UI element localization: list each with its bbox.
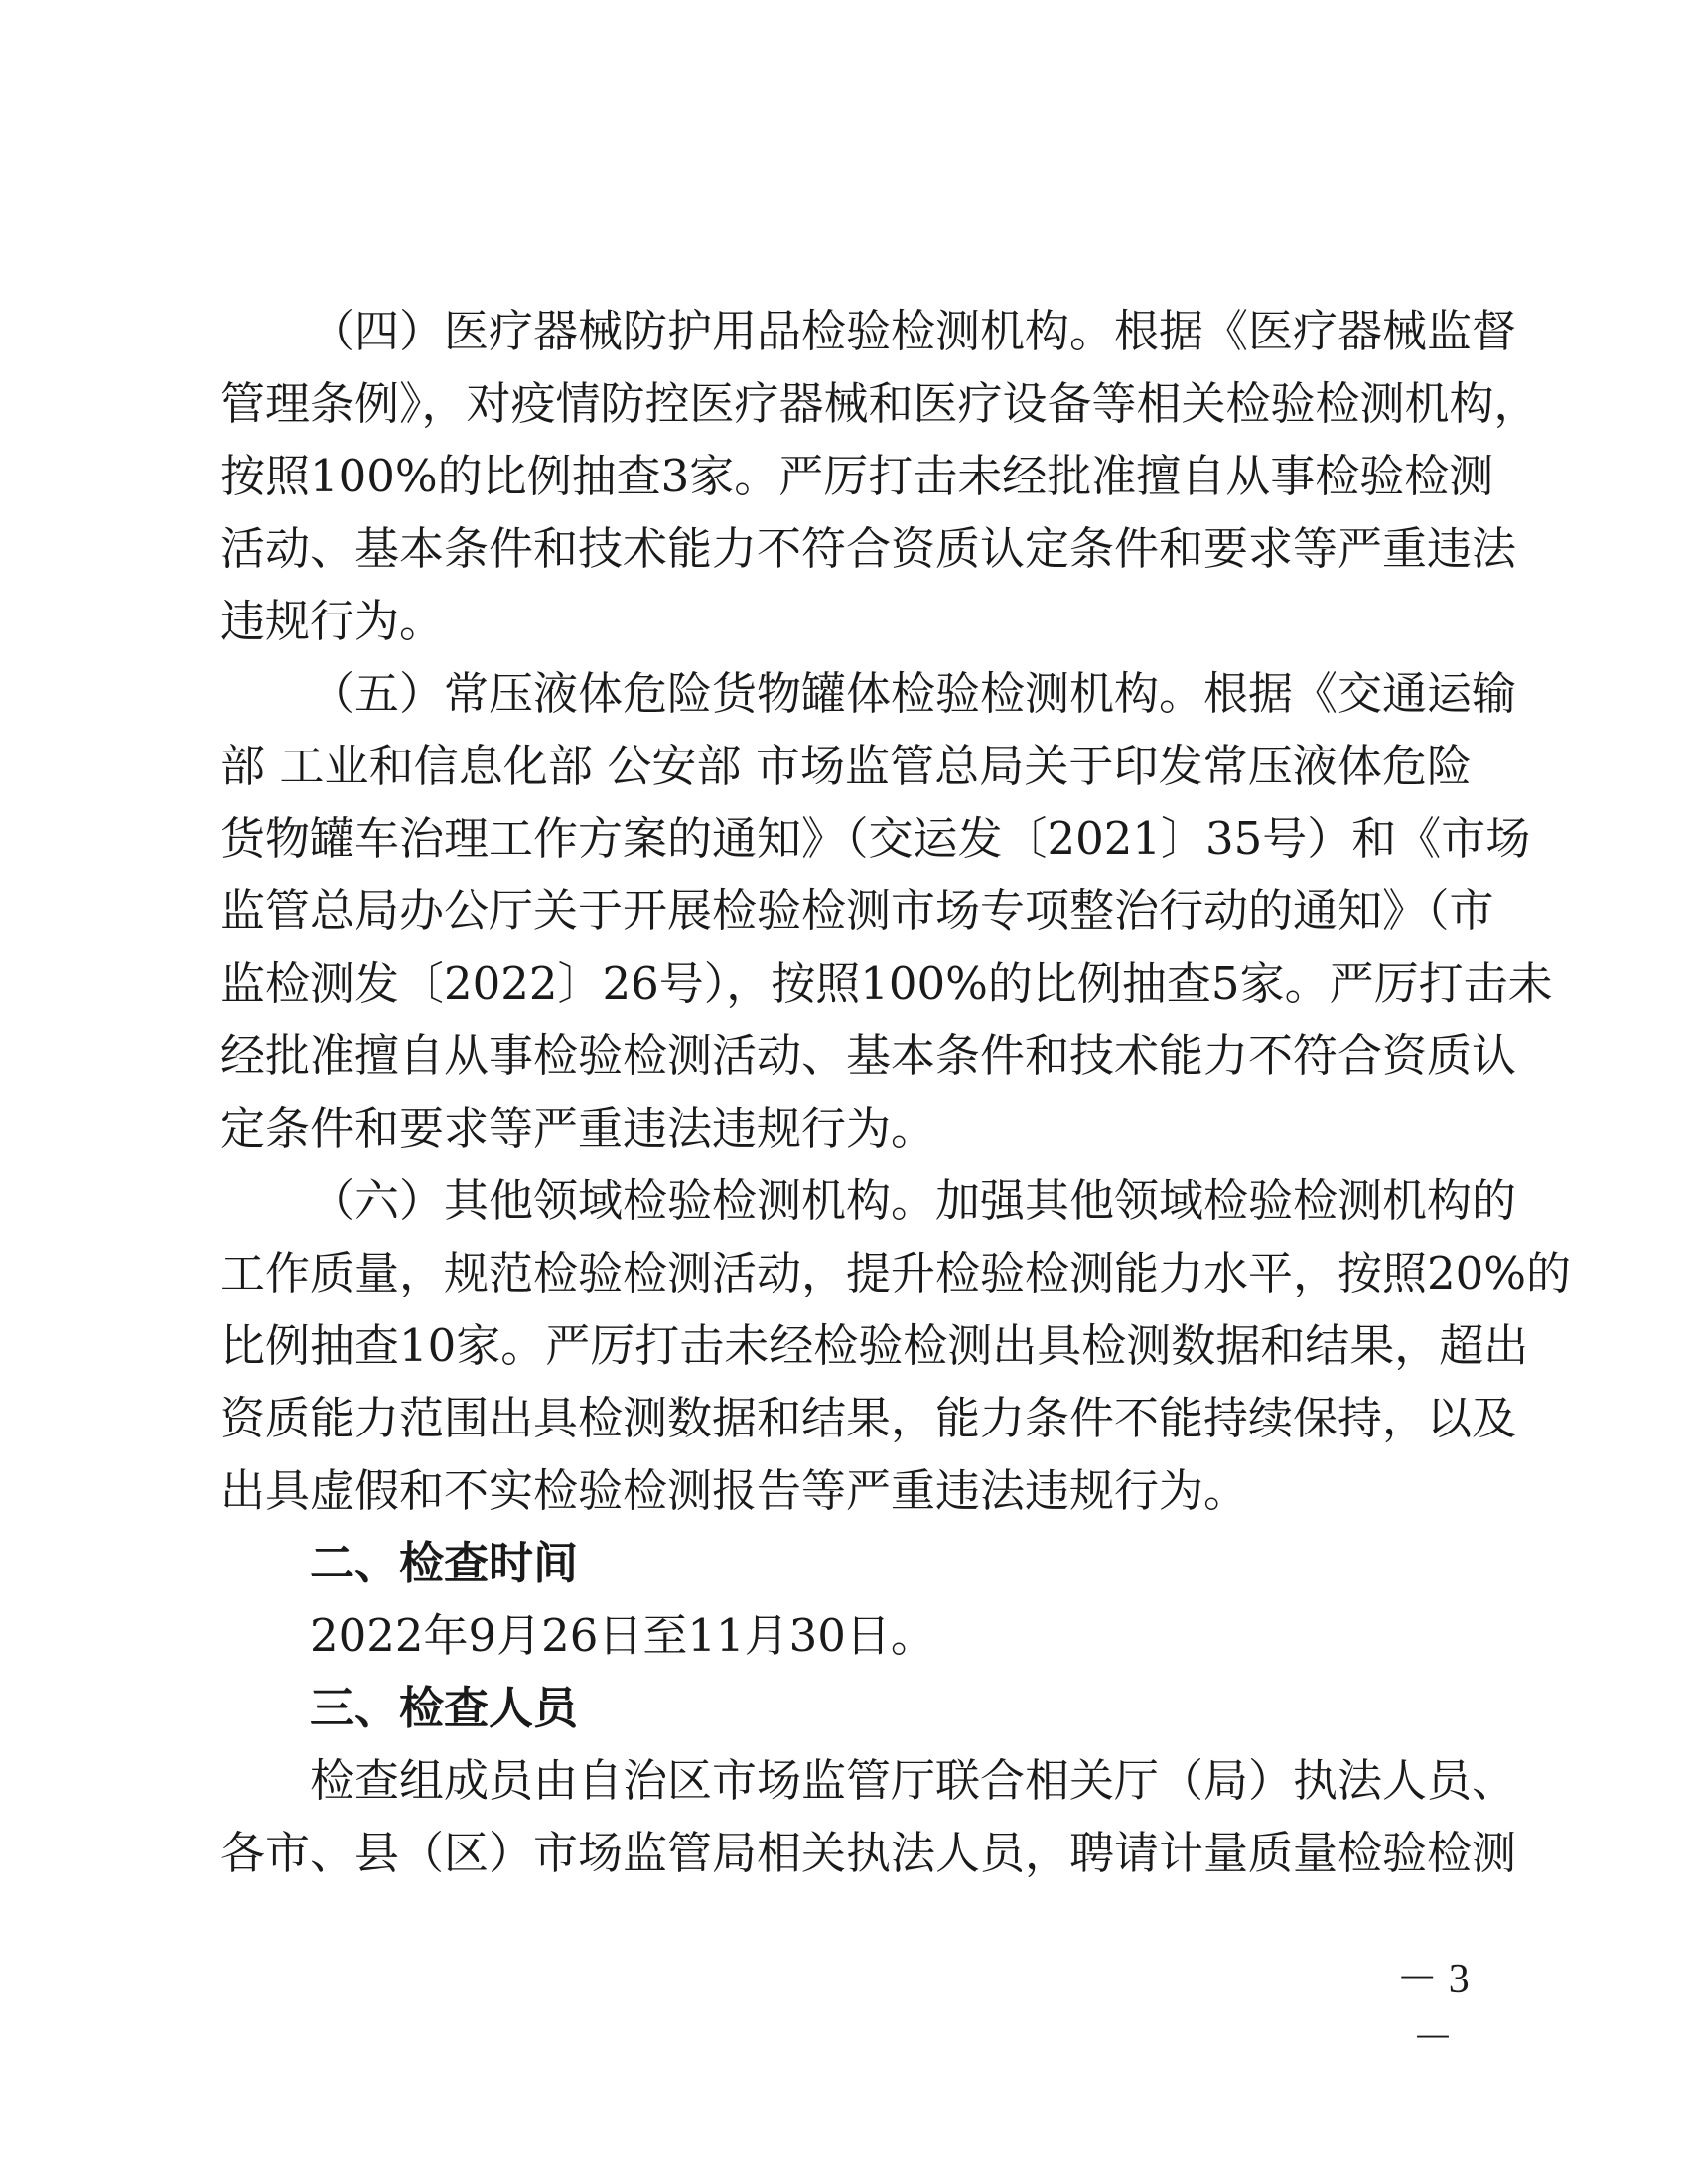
- para-6-line-5: 出具虚假和不实检验检测报告等严重违法违规行为。: [220, 1464, 1249, 1517]
- para-5-line-1: （五）常压液体危险货物罐体检验检测机构。根据《交通运输: [310, 667, 1517, 720]
- para-4-line-1: （四）医疗器械防护用品检验检测机构。根据《医疗器械监督: [310, 305, 1517, 357]
- para-5-line-6: 经批准擅自从事检验检测活动、基本条件和技术能力不符合资质认: [220, 1029, 1517, 1082]
- para-6-line-2: 工作质量，规范检验检测活动，提升检验检测能力水平，按照20%的: [220, 1247, 1572, 1299]
- section-2-text: 2022年9月26日至11月30日。: [310, 1609, 935, 1662]
- para-6-line-4: 资质能力范围出具检测数据和结果，能力条件不能持续保持，以及: [220, 1392, 1517, 1444]
- para-5-line-3: 货物罐车治理工作方案的通知》（交运发〔2021〕35号）和《市场: [220, 812, 1531, 865]
- para-5-line-4: 监管总局办公厅关于开展检验检测市场专项整治行动的通知》（市: [220, 885, 1494, 937]
- para-5-line-7: 定条件和要求等严重违法违规行为。: [220, 1102, 936, 1155]
- para-4-line-4: 活动、基本条件和技术能力不符合资质认定条件和要求等严重违法: [220, 522, 1517, 575]
- para-5-line-5: 监检测发〔2022〕26号），按照100%的比例抽查5家。严厉打击未: [220, 957, 1553, 1010]
- section-3-heading: 三、检查人员: [310, 1682, 579, 1734]
- page-number: － 3 －: [1396, 1957, 1470, 2062]
- para-6-line-1: （六）其他领域检验检测机构。加强其他领域检验检测机构的: [310, 1174, 1517, 1227]
- para-5-line-2: 部 工业和信息化部 公安部 市场监管总局关于印发常压液体危险: [220, 740, 1472, 792]
- section-2-heading: 二、检查时间: [310, 1537, 579, 1589]
- para-4-line-2: 管理条例》，对疫情防控医疗器械和医疗设备等相关检验检测机构，: [220, 377, 1539, 430]
- para-4-line-3: 按照100%的比例抽查3家。严厉打击未经批准擅自从事检验检测: [220, 450, 1494, 502]
- para-6-line-3: 比例抽查10家。严厉打击未经检验检测出具检测数据和结果，超出: [220, 1319, 1529, 1372]
- section-3-line-2: 各市、县（区）市场监管局相关执法人员，聘请计量质量检验检测: [220, 1827, 1517, 1879]
- section-3-line-1: 检查组成员由自治区市场监管厅联合相关厅（局）执法人员、: [310, 1754, 1517, 1807]
- para-4-line-5: 违规行为。: [220, 595, 445, 647]
